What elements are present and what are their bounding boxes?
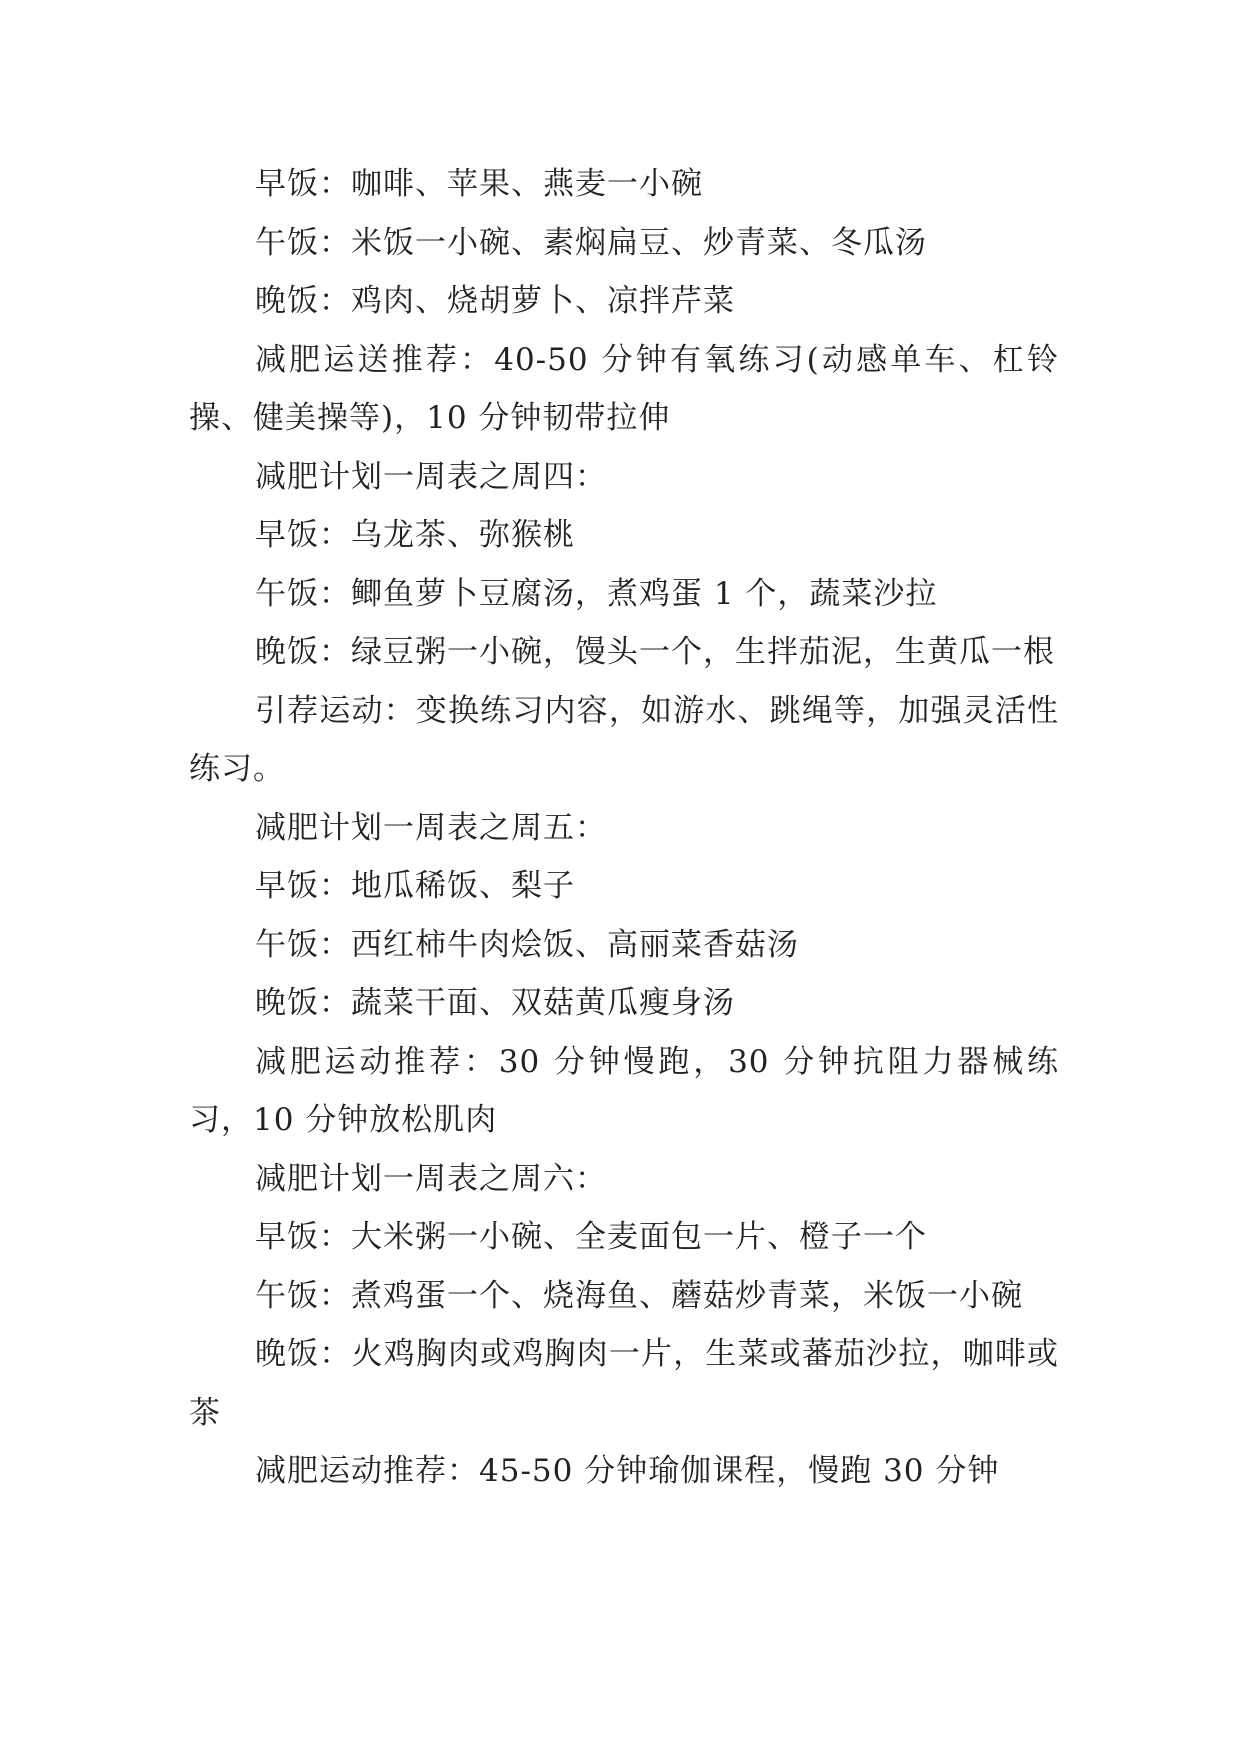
- paragraph: 减肥计划一周表之周六：: [255, 1160, 607, 1197]
- document-body: [189, 155, 1059, 1501]
- paragraph: 晚饭：鸡肉、烧胡萝卜、凉拌芹菜: [255, 283, 735, 319]
- paragraph: 减肥运动推荐：30 分钟慢跑，30 分钟抗阻力器械练习，10 分钟放松肌肉: [189, 1043, 1059, 1138]
- paragraph: 午饭：煮鸡蛋一个、烧海鱼、蘑菇炒青菜，米饭一小碗: [255, 1277, 1023, 1314]
- paragraph: 减肥计划一周表之周五：: [255, 809, 607, 846]
- paragraph: 减肥运动推荐：45-50 分钟瑜伽课程，慢跑 30 分钟: [255, 1453, 1000, 1489]
- paragraph: 午饭：鲫鱼萝卜豆腐汤，煮鸡蛋 1 个，蔬菜沙拉: [255, 575, 938, 612]
- paragraph: 晚饭：火鸡胸肉或鸡胸肉一片，生菜或蕃茄沙拉，咖啡或茶: [189, 1336, 1059, 1431]
- paragraph: 午饭：西红柿牛肉烩饭、高丽菜香菇汤: [255, 926, 799, 963]
- paragraph: 午饭：米饭一小碗、素焖扁豆、炒青菜、冬瓜汤: [255, 224, 927, 261]
- paragraph: 早饭：乌龙茶、弥猴桃: [255, 517, 575, 553]
- paragraph: 晚饭：绿豆粥一小碗，馒头一个，生拌茄泥，生黄瓜一根: [255, 634, 1055, 670]
- paragraph: 减肥运送推荐：40-50 分钟有氧练习(动感单车、杠铃操、健美操等)，10 分钟韧带拉伸: [189, 341, 1059, 436]
- paragraph: 减肥计划一周表之周四：: [255, 458, 607, 495]
- paragraph: 早饭：大米粥一小碗、全麦面包一片、橙子一个: [255, 1219, 927, 1255]
- paragraph: 晚饭：蔬菜干面、双菇黄瓜瘦身汤: [255, 985, 735, 1021]
- paragraph: 早饭：地瓜稀饭、梨子: [255, 868, 575, 904]
- paragraph: 引荐运动：变换练习内容，如游水、跳绳等，加强灵活性练习。: [189, 692, 1059, 787]
- paragraph: 早饭：咖啡、苹果、燕麦一小碗: [255, 166, 703, 202]
